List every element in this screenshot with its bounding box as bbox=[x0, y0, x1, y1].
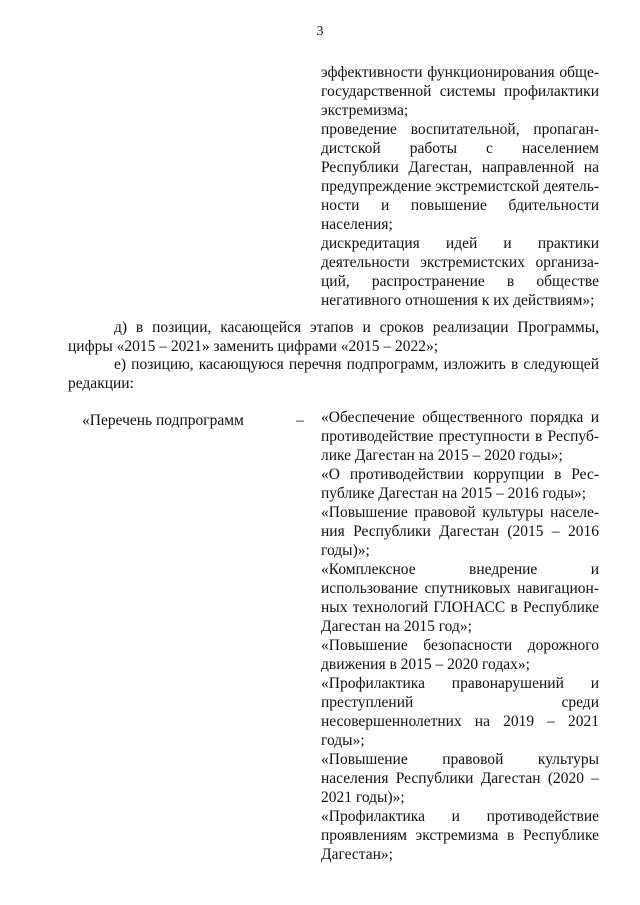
paragraph-d-text: д) в позиции, касающейся этапов и сроков реализации Программы, цифры «2015 – 2021» заменить цифрами «2015 – 2022»; bbox=[68, 319, 599, 355]
paragraph-e bbox=[68, 355, 599, 393]
subprograms-list bbox=[321, 408, 599, 864]
continued-goals-list bbox=[321, 63, 599, 310]
subprogram-item: «Комплексное внедрение и использование спутниковых навигацион-ных технологий ГЛОНАСС в Республике Дагестан на 2015 год»; bbox=[321, 561, 599, 635]
subprogram-item: «Повышение правовой культуры населения Республики Дагестан (2020 – 2021 годы)»; bbox=[321, 751, 599, 806]
subprogram-item: «О противодействии коррупции в Рес-публике Дагестан на 2015 – 2016 годы»; bbox=[321, 466, 599, 502]
paragraph-e-text: е) позицию, касающуюся перечня подпрограмм, изложить в следующей редакции: bbox=[68, 356, 599, 392]
page-number: 3 bbox=[316, 24, 324, 39]
subprograms-label: «Перечень подпрограмм bbox=[82, 412, 244, 429]
goal-item: проведение воспитательной, пропаган-дистской работы с населением Республики Дагестан, направленной на предупреждение экстремистской деятель-ности и повышение бдительности населения; bbox=[321, 121, 599, 233]
subprograms-dash: – bbox=[296, 412, 304, 429]
goal-item: дискредитация идей и практики деятельности экстремистских организа-ций, распространение в обществе негативного отношения к их действиям»; bbox=[321, 235, 599, 309]
paragraph-d bbox=[68, 318, 599, 356]
subprogram-item: «Повышение правовой культуры населе-ния Республики Дагестан (2015 – 2016 годы)»; bbox=[321, 504, 599, 559]
subprogram-item: «Обеспечение общественного порядка и противодействие преступности в Респуб-лике Дагестан на 2015 – 2020 годы»; bbox=[321, 409, 599, 464]
subprogram-item: «Профилактика и противодействие проявлениям экстремизма в Республике Дагестан»; bbox=[321, 808, 599, 863]
subprogram-item: «Повышение безопасности дорожного движения в 2015 – 2020 годах»; bbox=[321, 637, 599, 673]
subprogram-item: «Профилактика правонарушений и преступлений среди несовершеннолетних на 2019 – 2021 годы»; bbox=[321, 675, 599, 749]
goal-item: эффективности функционирования обще-государственной системы профилактики экстремизма; bbox=[321, 64, 599, 119]
